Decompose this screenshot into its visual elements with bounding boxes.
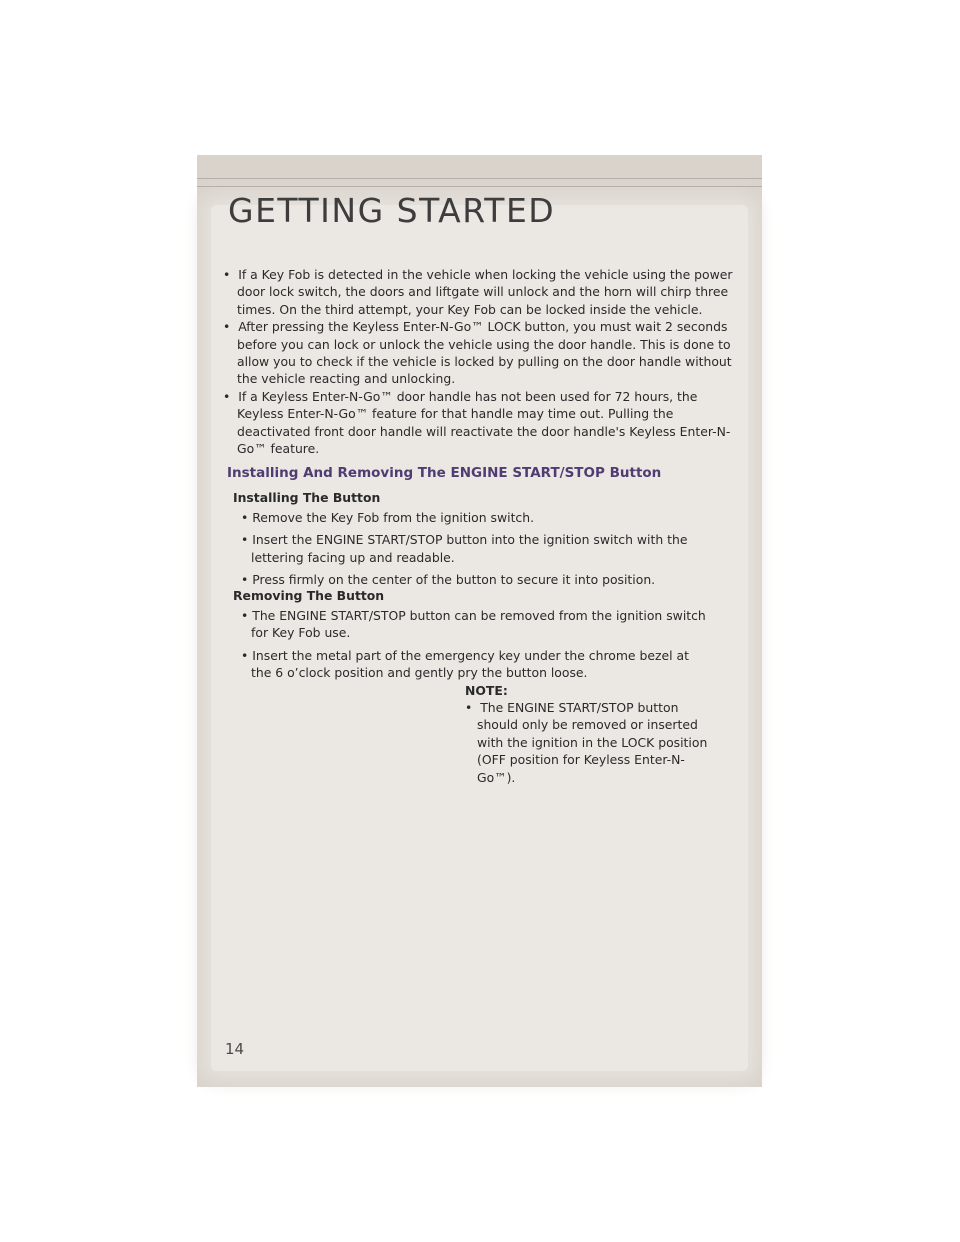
page-title: GETTING STARTED (228, 191, 556, 230)
installing-step: • Remove the Key Fob from the ignition switch. (241, 509, 711, 526)
intro-bullet: • After pressing the Keyless Enter-N-Go™ LOCK button, you must wait 2 seconds before you can lock or unlock the vehicle using the door handle. This is done to allow you to check if the vehicle is locked by pulling on the door handle without the vehicle reacting and unlocking. (223, 318, 733, 388)
intro-bullet-list (223, 266, 733, 457)
note-box (465, 683, 715, 786)
intro-bullet: • If a Key Fob is detected in the vehicle when locking the vehicle using the power door lock switch, the doors and liftgate will unlock and the horn will chirp three times. On the third attempt, your Key Fob can be locked inside the vehicle. (223, 266, 733, 318)
intro-bullet: • If a Keyless Enter-N-Go™ door handle has not been used for 72 hours, the Keyless Enter-N-Go™ feature for that handle may time out. Pulling the deactivated front door handle will reactivate the door handle's Keyless Enter-N-Go™ feature. (223, 388, 733, 458)
installing-step: • Insert the ENGINE START/STOP button into the ignition switch with the lettering facing up and readable. (241, 531, 711, 566)
note-label: NOTE: (465, 683, 508, 698)
section-heading: Installing And Removing The ENGINE START/STOP Button (227, 465, 662, 481)
note-item: • The ENGINE START/STOP button should only be removed or inserted with the ignition in the LOCK position (OFF position for Keyless Enter-N-Go™). (465, 699, 715, 786)
installing-steps (241, 509, 711, 594)
header-rule-top (197, 178, 762, 179)
removing-heading: Removing The Button (233, 588, 385, 603)
installing-step: • Press firmly on the center of the button to secure it into position. (241, 571, 711, 588)
removing-step: • The ENGINE START/STOP button can be removed from the ignition switch for Key Fob use. (241, 607, 711, 642)
manual-page (197, 155, 762, 1087)
header-rule-bottom (197, 186, 762, 187)
installing-heading: Installing The Button (233, 490, 381, 505)
removing-step: • Insert the metal part of the emergency key under the chrome bezel at the 6 o’clock position and gently pry the button loose. (241, 647, 711, 682)
note-list (465, 699, 715, 786)
removing-steps (241, 607, 711, 687)
page-number: 14 (225, 1040, 245, 1058)
